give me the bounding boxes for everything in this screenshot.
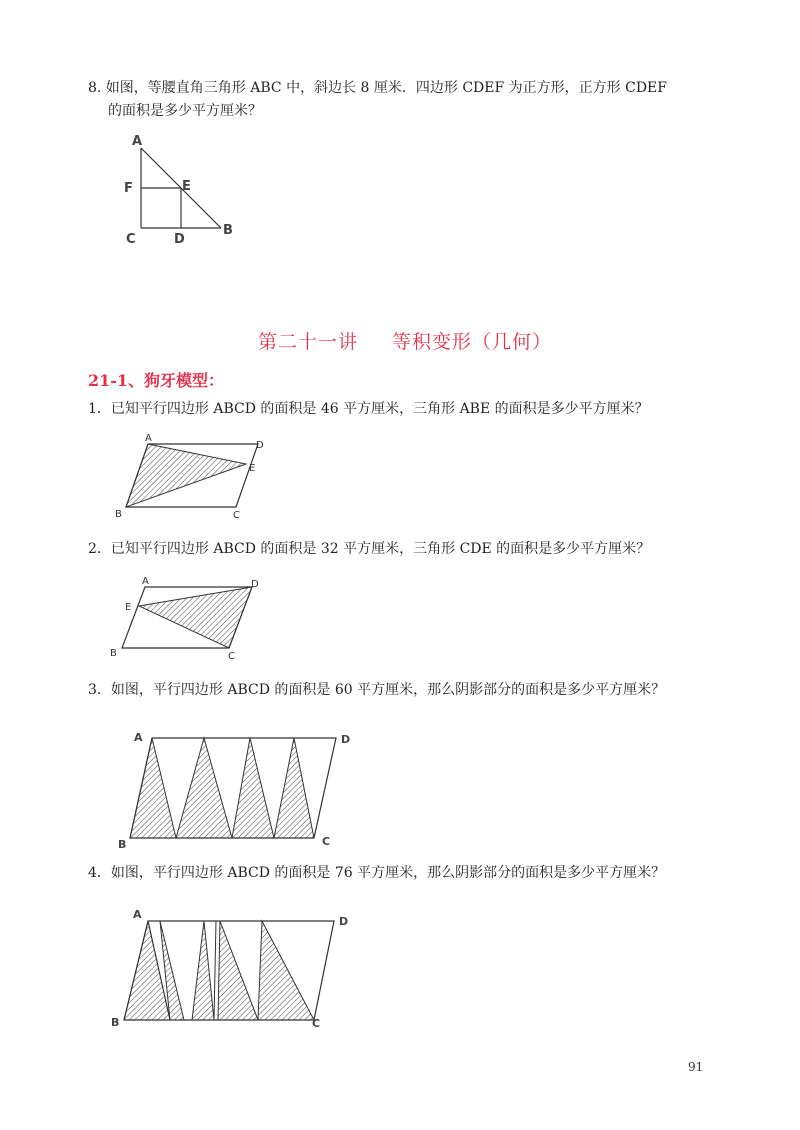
label-d: D xyxy=(339,915,349,928)
shaded-triangle-4 xyxy=(274,738,314,838)
problem-8-line-2: 的面积是多少平方厘米？ xyxy=(108,103,262,119)
problem-4-text: 4．如图，平行四边形 ABCD 的面积是 76 平方厘米，那么阴影部分的面积是多少平方厘米？ xyxy=(88,865,666,881)
label-e: E xyxy=(125,602,132,613)
label-a: A xyxy=(142,576,149,587)
figure-problem-3 xyxy=(110,728,360,853)
label-a: A xyxy=(134,731,143,744)
problem-3-text: 3．如图，平行四边形 ABCD 的面积是 60 平方厘米，那么阴影部分的面积是多少平方厘米？ xyxy=(88,682,666,698)
shaded-triangle-3 xyxy=(232,738,274,838)
lecture-title xyxy=(258,327,552,354)
label-b: B xyxy=(110,648,117,659)
label-c: C xyxy=(312,1017,321,1030)
shaded-triangle-4 xyxy=(218,921,258,1020)
label-b: B xyxy=(115,509,122,520)
label-a: A xyxy=(145,433,152,444)
label-f: F xyxy=(124,181,133,196)
label-b: B xyxy=(111,1016,120,1029)
lecture-number: 第二十一讲 xyxy=(258,331,359,353)
shaded-triangle-3 xyxy=(192,921,214,1020)
label-b: B xyxy=(118,838,127,851)
page-number: 91 xyxy=(688,1060,704,1074)
label-c: C xyxy=(228,651,235,662)
label-b: B xyxy=(223,223,233,238)
lecture-topic: 等积变形（几何） xyxy=(392,331,553,353)
label-c: C xyxy=(126,232,136,247)
label-e: E xyxy=(182,179,191,194)
label-c: C xyxy=(233,510,240,521)
label-d: D xyxy=(174,232,185,247)
label-c: C xyxy=(322,835,331,848)
label-d: D xyxy=(251,579,259,590)
label-a: A xyxy=(133,908,142,921)
figure-problem-4 xyxy=(108,905,360,1030)
section-heading: 21-1、狗牙模型： xyxy=(88,371,225,390)
label-d: D xyxy=(256,440,264,451)
edge-line-2 xyxy=(214,921,216,1020)
label-a: A xyxy=(132,134,143,149)
shaded-triangle-cde xyxy=(139,587,252,648)
label-d: D xyxy=(341,733,351,746)
label-e: E xyxy=(249,463,256,474)
figure-problem-2 xyxy=(105,572,270,664)
shaded-triangle-abe xyxy=(126,444,246,507)
problem-8-line-1: 8. 如图，等腰直角三角形 ABC 中，斜边长 8 厘米．四边形 CDEF 为正方形，正方形 CDEF xyxy=(88,80,667,96)
problem-2-text: 2．已知平行四边形 ABCD 的面积是 32 平方厘米，三角形 CDE 的面积是多少平方厘米？ xyxy=(88,541,651,557)
shaded-triangle-5 xyxy=(258,921,314,1020)
figure-problem-1 xyxy=(110,430,270,525)
shaded-triangle-2 xyxy=(176,738,232,838)
shaded-triangle-1 xyxy=(130,738,176,838)
problem-1-text: 1．已知平行四边形 ABCD 的面积是 46 平方厘米，三角形 ABE 的面积是多少平方厘米？ xyxy=(88,401,649,417)
figure-problem-8 xyxy=(110,128,250,248)
